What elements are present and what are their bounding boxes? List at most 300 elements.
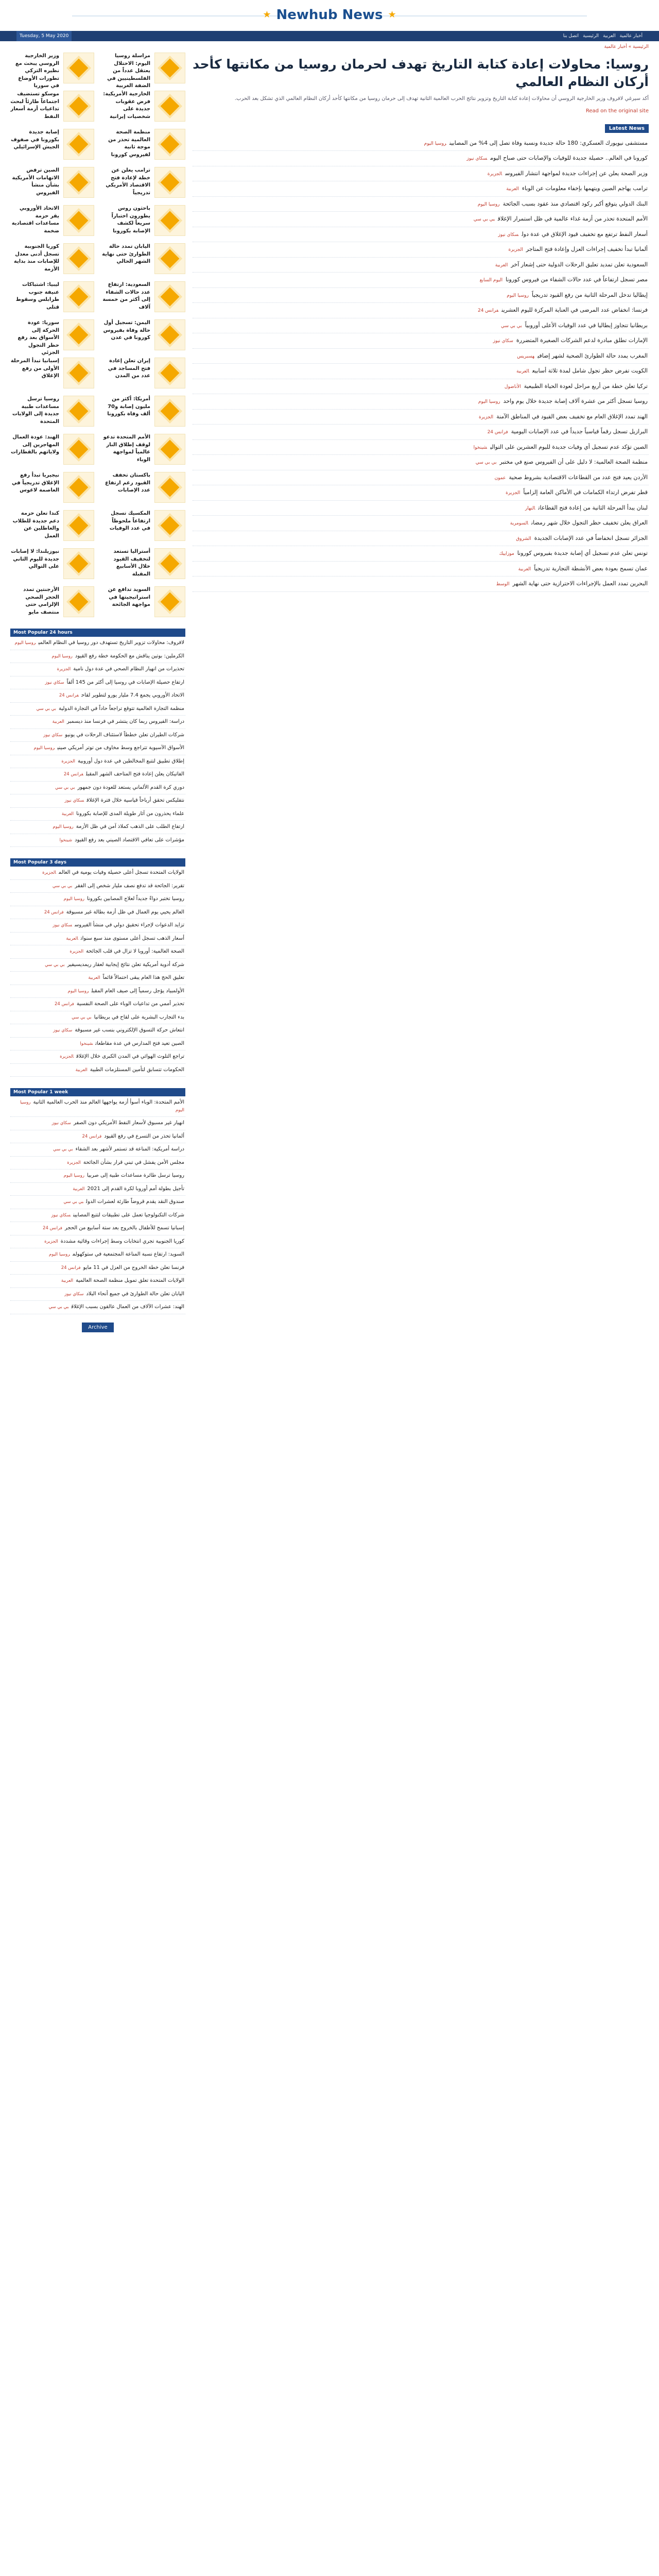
news-card-thumbnail[interactable] [154,548,185,579]
popular-item-title[interactable]: تعليق الحج هذا العام يبقى احتمالاً قائماً [102,975,184,980]
news-item-source[interactable]: عمون [494,475,506,481]
popular-item-source[interactable]: العربية [75,1067,88,1073]
popular-item[interactable] [10,1143,185,1157]
popular-item[interactable] [10,1050,185,1064]
news-card-thumbnail[interactable] [63,91,94,122]
news-item-source[interactable]: الجزيرة [508,247,523,252]
article-title[interactable]: روسيا: محاولات إعادة كتابة التاريخ تهدف لحرمان روسيا من مكانتها كأحد أركان النظام العالمي [193,57,649,89]
news-card-thumbnail[interactable] [154,167,185,198]
news-item-title[interactable]: العراق يعلن تخفيف حظر التجول خلال شهر رمضان [531,519,648,526]
top-nav-item[interactable]: العربية [603,33,616,39]
popular-item-title[interactable]: الأسواق الآسيوية تتراجع وسط مخاوف من توتر أمريكي صيني [57,745,184,751]
news-list-item[interactable] [193,227,649,243]
news-item-title[interactable]: المغرب يمدد حالة الطوارئ الصحية لشهر إضافي [537,352,648,359]
news-card-title[interactable]: اليمن: تسجيل أول حالة وفاة بفيروس كورونا في عدن [103,320,150,341]
news-card[interactable] [101,91,185,122]
news-card-thumbnail[interactable] [154,281,185,312]
popular-item[interactable] [10,1248,185,1262]
popular-item-title[interactable]: شركة أدوية أمريكية تعلن نتائج إيجابية لعقار ريمديسيفير [67,961,184,968]
news-card-thumbnail[interactable] [154,129,185,160]
popular-item-title[interactable]: الأولمبياد يؤجل رسمياً إلى صيف العام المقبل [91,988,184,994]
news-list-item[interactable] [193,425,649,440]
news-card-thumbnail[interactable] [154,243,185,274]
popular-item-source[interactable]: بي بي سي [45,962,65,968]
news-card[interactable] [10,129,94,160]
news-card[interactable] [10,205,94,236]
popular-item-source[interactable]: الجزيرة [44,1239,58,1244]
news-card-thumbnail[interactable] [63,548,94,579]
news-card[interactable] [10,281,94,312]
news-card[interactable] [101,586,185,617]
news-card-thumbnail[interactable] [63,281,94,312]
news-item-title[interactable]: كورونا في العالم.. حصيلة جديدة للوفيات والإصابات حتى صباح اليوم [490,155,648,161]
popular-item[interactable] [10,1117,185,1130]
news-card[interactable] [101,129,185,160]
top-nav-item[interactable]: أخبار عالمية [619,33,643,39]
news-item-source[interactable]: موزاييك [499,551,514,556]
popular-item-source[interactable]: سكاي نيوز [53,923,72,928]
news-card-title[interactable]: الصين ترفض الاتهامات الأمريكية بشأن منشأ الفيروس [12,167,59,196]
news-item-title[interactable]: فرنسا: انخفاض عدد المرضى في العناية المركزة لليوم العشرين [501,307,648,313]
news-item-source[interactable]: الشروق [516,536,531,541]
popular-item-source[interactable]: سكاي نيوز [43,732,63,738]
popular-item-source[interactable]: العربية [73,1186,85,1192]
news-card[interactable] [101,548,185,579]
popular-item[interactable] [10,1196,185,1209]
popular-item-title[interactable]: لافروف: محاولات تزوير التاريخ تستهدف دور روسيا في النظام العالمي [38,640,184,646]
popular-item-title[interactable]: أسعار الذهب تسجل أعلى مستوى منذ سبع سنوات [80,935,184,941]
news-card-title[interactable]: نيوزيلندا: لا إصابات جديدة لليوم الثاني على التوالي [11,549,59,569]
popular-item-title[interactable]: صندوق النقد يقدم قروضاً طارئة لعشرات الدول [86,1199,184,1205]
popular-item-source[interactable]: بي بي سي [53,1147,73,1152]
news-item-title[interactable]: تونس تعلن عدم تسجيل أي إصابة جديدة بفيروس كورونا [517,550,648,556]
news-item-title[interactable]: تركيا تعلن خطة من أربع مراحل لعودة الحياة الطبيعية [524,382,648,389]
popular-item[interactable] [10,933,185,946]
popular-item[interactable] [10,867,185,880]
popular-item-title[interactable]: الولايات المتحدة تعلق تمويل منظمة الصحة العالمية [76,1278,184,1283]
news-card-title[interactable]: روسيا ترسل مساعدات طبية جديدة إلى الولايات المتحدة [12,396,59,425]
popular-item-title[interactable]: العالم يحيي يوم العمال في ظل أزمة بطالة غير مسبوقة [66,909,184,915]
news-list-item[interactable] [193,546,649,562]
popular-item[interactable] [10,729,185,742]
news-card[interactable] [10,472,94,503]
news-card[interactable] [101,205,185,236]
news-list-item[interactable] [193,303,649,318]
news-card-thumbnail[interactable] [63,129,94,160]
news-list-item[interactable] [193,394,649,410]
news-list-item[interactable] [193,166,649,182]
popular-item[interactable] [10,716,185,729]
popular-item-title[interactable]: ارتفاع الطلب على الذهب كملاذ آمن في ظل الأزمة [76,824,184,829]
popular-item-title[interactable]: انتعاش حركة التسوق الإلكتروني بنسب غير مسبوقة [75,1027,184,1033]
news-item-title[interactable]: السعودية تعلن تمديد تعليق الرحلات الدولية حتى إشعار آخر [511,261,648,268]
news-item-source[interactable]: النهار [525,505,535,511]
news-card-thumbnail[interactable] [63,396,94,427]
news-list-item[interactable] [193,258,649,273]
popular-item[interactable] [10,794,185,808]
popular-item-source[interactable]: فرانس 24 [43,1226,62,1231]
popular-item-source[interactable]: الجزيرة [42,870,56,875]
news-item-source[interactable]: الجزيرة [478,414,494,420]
news-card-thumbnail[interactable] [154,358,185,388]
popular-item-title[interactable]: الفاتيكان يعلن إعادة فتح المتاحف الشهر المقبل [85,771,184,777]
news-list-item[interactable] [193,151,649,166]
popular-item-title[interactable]: إطلاق تطبيق لتتبع المخالطين في عدة دول أوروبية [77,758,184,764]
top-nav-item[interactable]: اتصل بنا [563,33,579,39]
popular-item-source[interactable]: بي بي سي [55,785,75,790]
news-item-title[interactable]: الأردن يعيد فتح عدد من القطاعات الاقتصادية بشروط صحية [509,473,648,481]
popular-item-title[interactable]: ألمانيا تحذر من التسرع في رفع القيود [104,1133,184,1139]
popular-item[interactable] [10,1275,185,1288]
news-list-item[interactable] [193,333,649,349]
news-item-source[interactable]: سكاي نيوز [493,338,513,344]
news-card[interactable] [10,91,94,122]
news-card-thumbnail[interactable] [154,472,185,503]
popular-item[interactable] [10,1064,185,1077]
popular-item-source[interactable]: بي بي سي [36,706,57,711]
news-item-source[interactable]: العربية [495,262,508,268]
news-card-thumbnail[interactable] [63,243,94,274]
news-list-item[interactable] [193,577,649,592]
popular-item-source[interactable]: الجزيرة [61,758,75,764]
popular-item[interactable] [10,782,185,795]
news-card-title[interactable]: نيجيريا تبدأ رفع الإغلاق تدريجياً في العاصمة لاغوس [12,472,59,493]
news-item-source[interactable]: اليوم السابع [479,278,503,283]
popular-item-source[interactable]: سكاي نيوز [51,1212,71,1218]
news-card-title[interactable]: المكسيك تسجل ارتفاعاً ملحوظاً في عدد الوفيات [109,511,150,531]
news-card-thumbnail[interactable] [154,91,185,122]
popular-item-source[interactable]: فرانس 24 [82,1133,102,1139]
news-item-source[interactable]: سكاي نيوز [466,156,488,161]
popular-item-title[interactable]: تقرير: الجائحة قد تدفع نصف مليار شخص إلى الفقر [75,883,184,889]
news-item-title[interactable]: بريطانيا تتجاوز إيطاليا في عدد الوفيات الأعلى أوروبياً [525,321,648,329]
popular-item-source[interactable]: العربية [52,719,64,724]
news-card[interactable] [10,434,94,465]
popular-item-title[interactable]: الاتحاد الأوروبي يجمع 7.4 مليار يورو لتطوير لقاح [81,692,184,698]
popular-item[interactable] [10,1262,185,1275]
news-list-item[interactable] [193,318,649,334]
news-item-title[interactable]: البرازيل تسجل رقماً قياسياً جديداً في عدد الإصابات اليومية [511,428,648,435]
news-item-title[interactable]: لبنان يبدأ المرحلة الثانية من إعادة فتح القطاعات [538,504,648,511]
news-item-title[interactable]: البنك الدولي يتوقع أكبر ركود اقتصادي منذ عقود بسبب الجائحة [502,200,648,207]
popular-item-source[interactable]: روسيا اليوم [33,745,55,751]
popular-item-title[interactable]: تزايد الدعوات لإجراء تحقيق دولي في منشأ الفيروس [74,922,184,928]
popular-item-title[interactable]: السويد: ارتفاع نسبة المناعة المجتمعية في ستوكهولم [72,1251,184,1257]
news-card-title[interactable]: الاتحاد الأوروبي يقر حزمة مساعدات اقتصادية ضخمة [11,206,59,234]
news-item-source[interactable]: روسيا اليوم [424,141,447,146]
news-card[interactable] [10,53,94,89]
news-item-source[interactable]: السومرية [510,521,529,526]
news-item-source[interactable]: روسيا اليوم [507,293,529,298]
popular-item-source[interactable]: بي بي سي [63,1199,84,1205]
news-item-source[interactable]: فرانس 24 [487,430,508,435]
popular-item-source[interactable]: الجزيرة [70,949,84,954]
popular-item-source[interactable]: روسيا اليوم [49,1252,70,1257]
news-item-title[interactable]: ترامب يهاجم الصين ويتهمها بإخفاء معلومات عن الوباء [522,185,648,192]
news-card-title[interactable]: الهند: عودة العمال المهاجرين إلى ولاياتهم بالقطارات [10,434,59,455]
popular-item[interactable] [10,1301,185,1314]
news-item-title[interactable]: روسيا تسجل أكثر من عشرة آلاف إصابة جديدة خلال يوم واحد [503,398,648,404]
news-item-title[interactable]: أسعار النفط ترتفع مع تخفيف قيود الإغلاق في عدة دول [522,230,648,238]
popular-item[interactable] [10,1011,185,1025]
news-item-source[interactable]: شينخوا [473,445,488,450]
popular-item-title[interactable]: انهيار غير مسبوق لأسعار النفط الأمريكي دون الصفر [73,1120,184,1126]
news-card[interactable] [10,358,94,388]
news-card[interactable] [101,510,185,541]
popular-item[interactable] [10,834,185,848]
popular-item-title[interactable]: الهند: عشرات الآلاف من العمال عالقون بسبب الإغلاق [71,1304,184,1310]
popular-item-source[interactable]: سكاي نيوز [51,1121,71,1126]
popular-item[interactable] [10,1209,185,1223]
popular-item-title[interactable]: الكرملين: بوتين يناقش مع الحكومة خطة رفع القيود [75,653,184,659]
popular-item[interactable] [10,808,185,821]
popular-item-source[interactable]: سكاي نيوز [64,798,84,803]
popular-item-title[interactable]: كوريا الجنوبية تجري انتخابات وسط إجراءات وقائية مشددة [60,1238,184,1244]
news-card[interactable] [101,396,185,427]
popular-item[interactable] [10,768,185,782]
news-list-item[interactable] [193,531,649,547]
news-card-title[interactable]: كندا تعلن حزمة دعم جديدة للطلاب والعاطلين عن العمل [12,511,59,539]
news-list-item[interactable] [193,273,649,288]
popular-item-title[interactable]: إسبانيا تسمح للأطفال بالخروج بعد ستة أسابيع من الحجر [64,1225,184,1231]
news-item-source[interactable]: الوسط [496,582,510,587]
popular-item-title[interactable]: الولايات المتحدة تسجل أعلى حصيلة وفيات يومية في العالم [58,870,184,875]
popular-item-title[interactable]: فرنسا تعلن خطة الخروج من العزل في 11 مايو [83,1264,184,1270]
news-card-title[interactable]: أستراليا تستعد لتخفيف القيود خلال الأسابيع المقبلة [113,549,150,577]
popular-item-source[interactable]: العربية [88,975,100,980]
news-card[interactable] [101,319,185,350]
top-nav-item[interactable]: الرئيسية [583,33,599,39]
news-card[interactable] [101,358,185,388]
news-card[interactable] [10,167,94,198]
news-list-item[interactable] [193,288,649,303]
popular-item[interactable] [10,742,185,755]
news-card[interactable] [101,243,185,274]
news-card-thumbnail[interactable] [63,510,94,541]
news-card-title[interactable]: باكستان تخفف القيود رغم ارتفاع عدد الإصابات [105,472,150,493]
news-item-source[interactable]: روسيا اليوم [478,399,500,404]
popular-item-source[interactable]: بي بي سي [52,883,73,889]
popular-item[interactable] [10,1183,185,1196]
news-card[interactable] [10,396,94,427]
popular-item[interactable] [10,637,185,650]
popular-item-source[interactable]: بي بي سي [72,1014,92,1020]
popular-item[interactable] [10,945,185,959]
news-item-source[interactable]: بي بي سي [475,460,497,465]
news-card-title[interactable]: ليبيا: اشتباكات عنيفة جنوب طرابلس وسقوط قتلى [15,282,59,310]
news-item-title[interactable]: مستشفى نيويورك العسكري: 180 حالة جديدة ونسبة وفاة تصل إلى 4% من المصابين [449,139,648,146]
news-card-thumbnail[interactable] [154,586,185,617]
news-card[interactable] [101,434,185,465]
news-card-title[interactable]: منظمة الصحة العالمية تحذر من موجة ثانية لفيروس كورونا [108,129,150,158]
popular-item[interactable] [10,919,185,933]
popular-item-title[interactable]: الصحة العالمية: أوروبا لا تزال في قلب الجائحة [86,948,184,954]
popular-item-title[interactable]: روسيا تختبر دواءً جديداً لعلاج المصابين بكورونا [87,896,184,902]
popular-item-source[interactable]: روسيا اليوم [67,988,89,994]
popular-item-source[interactable]: الجزيرة [67,1160,81,1165]
news-card-thumbnail[interactable] [154,396,185,427]
news-list-item[interactable] [193,197,649,212]
popular-item-title[interactable]: الأمم المتحدة: الوباء أسوأ أزمة يواجهها العالم منذ الحرب العالمية الثانية [33,1099,184,1105]
popular-item[interactable] [10,985,185,998]
news-list-item[interactable] [193,470,649,486]
news-card-title[interactable]: وزير الخارجية الروسي يبحث مع نظيره التركي تطورات الأوضاع في سوريا [15,53,59,89]
news-card[interactable] [101,53,185,89]
popular-item-source[interactable]: شينخوا [80,1041,93,1046]
news-card-thumbnail[interactable] [63,358,94,388]
news-item-source[interactable]: هسبريس [517,353,535,359]
news-card-title[interactable]: موسكو تستضيف اجتماعاً طارئاً لبحث تداعيات أزمة أسعار النفط [10,91,59,120]
popular-item[interactable] [10,906,185,920]
popular-item-source[interactable]: روسيا اليوم [53,824,74,829]
popular-item-source[interactable]: العربية [66,936,78,941]
news-list-item[interactable] [193,485,649,501]
news-item-title[interactable]: الصين تؤكد عدم تسجيل أي وفيات جديدة لليوم العشرين على التوالي [490,443,648,450]
popular-item-title[interactable]: دوري كرة القدم الألماني يستعد للعودة دون جمهور [77,784,184,790]
popular-item[interactable] [10,703,185,716]
news-card-thumbnail[interactable] [63,434,94,465]
news-card[interactable] [101,167,185,198]
news-card[interactable] [10,243,94,274]
popular-item[interactable] [10,1157,185,1170]
popular-item-source[interactable]: شينخوا [59,837,73,843]
popular-item-source[interactable]: فرانس 24 [61,1265,81,1270]
popular-item[interactable] [10,1038,185,1051]
logo[interactable] [263,7,396,23]
popular-item[interactable] [10,1024,185,1038]
news-card[interactable] [101,281,185,312]
popular-item-source[interactable]: الجزيرة [60,1054,74,1059]
news-item-source[interactable]: الجزيرة [487,171,502,177]
news-card-thumbnail[interactable] [154,53,185,83]
popular-item-title[interactable]: علماء يحذرون من آثار طويلة المدى للإصابة بكورونا [76,810,184,817]
popular-item-title[interactable]: الصين تعيد فتح المدارس في عدة مقاطعات [95,1040,184,1046]
news-item-title[interactable]: مصر تسجل ارتفاعاً في عدد حالات الشفاء من فيروس كورونا [506,276,648,283]
popular-item-title[interactable]: دراسة أمريكية: المناعة قد تستمر لأشهر بعد الشفاء [75,1146,184,1152]
news-card-title[interactable]: الأمم المتحدة تدعو لوقف إطلاق النار عالمياً لمواجهة الوباء [103,434,150,463]
news-item-source[interactable]: بي بي سي [473,217,495,222]
news-item-title[interactable]: الجزائر تسجل انخفاضاً في عدد الإصابات الجديدة [534,534,648,541]
news-item-title[interactable]: الكويت تفرض حظر تجول شامل لمدة ثلاثة أسابيع [532,367,648,374]
popular-item[interactable] [10,650,185,664]
news-item-title[interactable]: الهند تمدد الإغلاق العام مع تخفيف بعض القيود في المناطق الآمنة [496,413,648,420]
news-card[interactable] [10,319,94,355]
news-card[interactable] [101,472,185,503]
news-item-source[interactable]: العربية [516,369,529,374]
news-list-item[interactable] [193,364,649,379]
popular-item[interactable] [10,998,185,1011]
popular-item-title[interactable]: مؤشرات على تعافي الاقتصاد الصيني بعد رفع القيود [75,837,184,843]
popular-item[interactable] [10,893,185,906]
popular-item-source[interactable]: سكاي نيوز [45,680,64,685]
news-card-title[interactable]: سوريا: عودة الحركة إلى الأسواق بعد رفع حظر التجول الجزئي [18,320,59,355]
news-card-title[interactable]: إصابة جديدة بكورونا في صفوف الجيش الإسرائيلي [11,129,59,150]
news-card-thumbnail[interactable] [63,53,94,83]
news-item-source[interactable]: فرانس 24 [477,308,499,313]
news-card-thumbnail[interactable] [63,472,94,503]
news-card-title[interactable]: السعودية: ارتفاع عدد حالات الشفاء إلى أكثر من خمسة آلاف [102,282,150,310]
popular-item-source[interactable]: روسيا اليوم [51,653,73,659]
popular-item-title[interactable]: روسيا ترسل طائرة مساعدات طبية إلى صربيا [86,1173,184,1178]
popular-item-title[interactable]: منظمة التجارة العالمية تتوقع تراجعاً حاداً في التجارة الدولية [59,705,184,711]
popular-item-title[interactable]: تأجيل بطولة أمم أوروبا لكرة القدم إلى 2021 [87,1185,184,1192]
news-item-title[interactable]: قطر تفرض ارتداء الكمامات في الأماكن العامة إلزامياً [523,489,648,496]
news-card-title[interactable]: ترامب يعلن عن خطة لإعادة فتح الاقتصاد الأمريكي تدريجياً [106,167,150,196]
popular-item-title[interactable]: تحذير أممي من تداعيات الوباء على الصحة النفسية [76,1001,184,1007]
news-card-thumbnail[interactable] [63,319,94,350]
news-item-source[interactable]: العربية [518,566,531,572]
news-card-title[interactable]: مراسلة روسيا اليوم: الاحتلال يعتقل عدداً من الفلسطينيين في الضفة الغربية [107,53,150,89]
news-list-item[interactable] [193,516,649,531]
popular-item[interactable] [10,1222,185,1235]
popular-item[interactable] [10,663,185,676]
news-item-source[interactable]: بي بي سي [501,323,522,329]
popular-item-source[interactable]: العربية [61,1278,74,1283]
popular-item-title[interactable]: ارتفاع حصيلة الإصابات في روسيا إلى أكثر من 145 ألفاً [66,679,184,685]
news-list-item[interactable] [193,410,649,425]
popular-item-source[interactable]: الجزيرة [57,667,71,672]
popular-item-source[interactable]: فرانس 24 [59,693,79,698]
popular-item-source[interactable]: روسيا اليوم [14,640,36,646]
news-card-title[interactable]: باحثون روس يطورون اختباراً سريعاً لكشف الإصابة بكورونا [111,206,150,234]
news-list-item[interactable] [193,379,649,395]
breadcrumb[interactable]: الرئيسية » أخبار عالمية [604,44,649,49]
news-card-title[interactable]: أمريكا: أكثر من مليون إصابة و70 ألف وفاة بكورونا [107,396,150,417]
news-list-item[interactable] [193,455,649,470]
news-list-item[interactable] [193,181,649,197]
news-item-title[interactable]: الأمم المتحدة تحذر من أزمة غذاء عالمية في ظل استمرار الإغلاق [497,215,648,222]
news-item-source[interactable]: الأناضول [504,384,521,389]
news-card-thumbnail[interactable] [63,586,94,617]
popular-item[interactable] [10,755,185,769]
popular-item-title[interactable]: الحكومات تتسابق لتأمين المستلزمات الطبية [90,1066,184,1073]
popular-item[interactable] [10,676,185,690]
popular-item-source[interactable]: سكاي نيوز [53,1028,73,1033]
news-item-source[interactable]: روسيا اليوم [477,201,500,207]
popular-item[interactable] [10,880,185,893]
popular-item-source[interactable]: فرانس 24 [63,772,83,777]
news-card-thumbnail[interactable] [154,205,185,236]
news-item-title[interactable]: منظمة الصحة العالمية: لا دليل على أن الفيروس صنع في مختبر [499,459,648,465]
news-card[interactable] [10,586,94,617]
news-list-item[interactable] [193,501,649,516]
popular-item-title[interactable]: بدء التجارب البشرية على لقاح في بريطانيا [94,1014,184,1020]
popular-item[interactable] [10,959,185,972]
news-item-title[interactable]: الإمارات تطلق مبادرة لدعم الشركات الصغيرة المتضررة [516,337,648,344]
news-item-source[interactable]: سكاي نيوز [498,232,519,238]
news-card-title[interactable]: اليابان تمدد حالة الطوارئ حتى نهاية الشهر الحالي [102,244,150,264]
popular-item-title[interactable]: مجلس الأمن يفشل في تبني قرار بشأن الجائحة [83,1159,184,1165]
popular-item[interactable] [10,1096,185,1117]
news-item-title[interactable]: ألمانيا تبدأ تخفيف إجراءات العزل وإعادة فتح المتاجر [526,246,648,252]
popular-item-title[interactable]: اليابان تعلن حالة الطوارئ في جميع أنحاء البلاد [86,1291,184,1297]
news-card-title[interactable]: إيران تعلن إعادة فتح المساجد في عدد من المدن [108,358,150,379]
popular-item[interactable] [10,972,185,985]
read-original-link[interactable]: Read on the original site [585,108,649,114]
news-item-title[interactable]: عمان تسمح بعودة بعض الأنشطة التجارية تدريجياً [534,565,648,572]
news-list-item[interactable] [193,136,649,151]
popular-item-source[interactable]: فرانس 24 [54,1002,74,1007]
popular-item-title[interactable]: دراسة: الفيروس ربما كان ينتشر في فرنسا منذ ديسمبر [66,719,184,724]
news-item-title[interactable]: إيطاليا تدخل المرحلة الثانية من رفع القيود تدريجياً [531,291,648,298]
popular-item-title[interactable]: شركات التكنولوجيا تعمل على تطبيقات لتتبع المصابين [73,1212,184,1218]
archive-button[interactable]: Archive [82,1323,113,1332]
popular-item-source[interactable]: روسيا اليوم [20,1100,184,1113]
popular-item[interactable] [10,821,185,834]
popular-item-title[interactable]: تحذيرات من انهيار النظام الصحي في عدة دول نامية [73,666,184,672]
popular-item-source[interactable]: العربية [61,811,74,817]
news-list-item[interactable] [193,242,649,258]
